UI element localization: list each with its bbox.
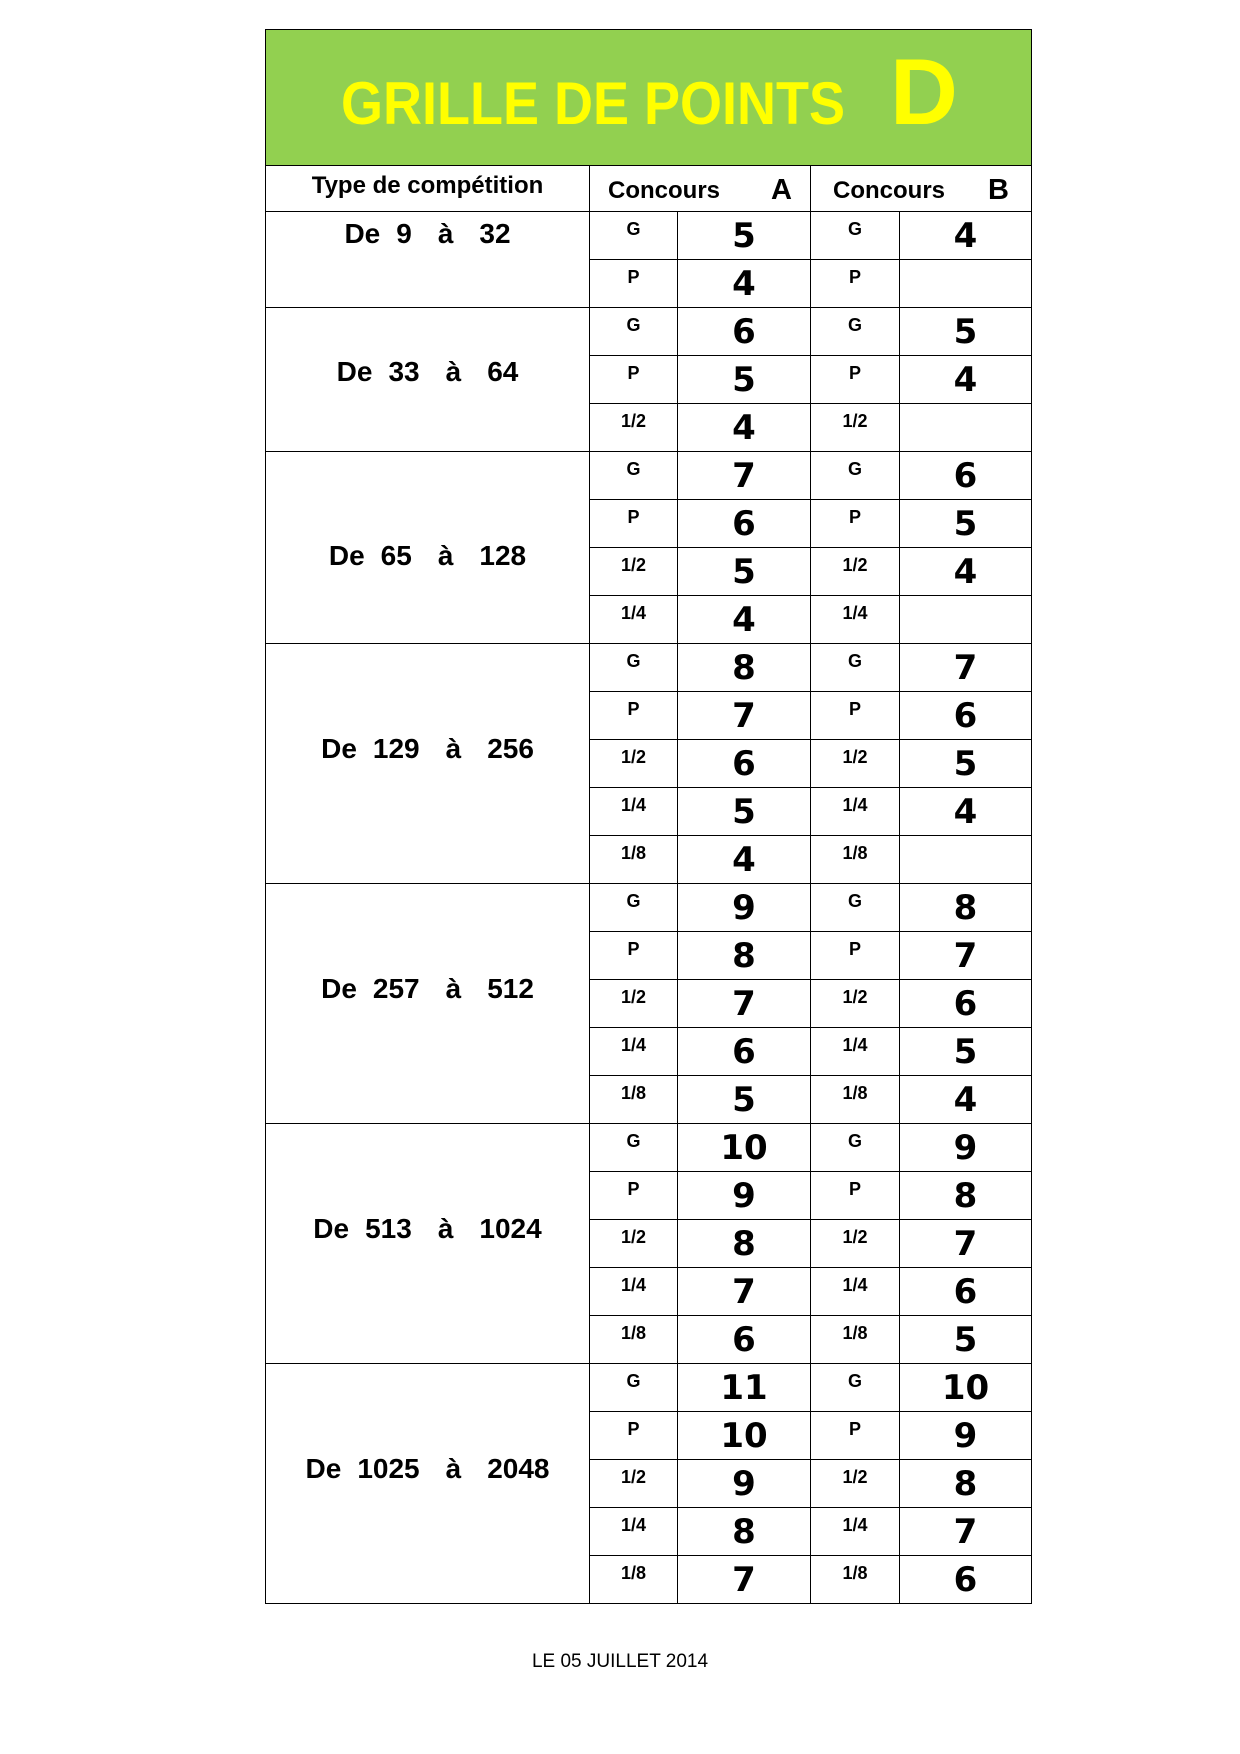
phase-label-b: P — [811, 1172, 900, 1220]
points-value-a: 8 — [678, 1508, 811, 1556]
points-value-a: 11 — [678, 1364, 811, 1412]
points-value-a: 8 — [678, 932, 811, 980]
phase-label-a: 1/2 — [590, 1220, 678, 1268]
phase-label-a: G — [590, 884, 678, 932]
phase-label-a: G — [590, 212, 678, 260]
phase-label-a: G — [590, 644, 678, 692]
points-value-a: 7 — [678, 452, 811, 500]
points-value-b: 7 — [900, 1508, 1032, 1556]
range-to: 32 — [479, 218, 511, 249]
phase-label-b: 1/2 — [811, 740, 900, 788]
date-footer: LE 05 JUILLET 2014 — [531, 1651, 709, 1672]
grid-letter: D — [890, 39, 958, 144]
points-value-b: 10 — [900, 1364, 1032, 1412]
phase-label-b: G — [811, 1124, 900, 1172]
range-to: 1024 — [479, 1212, 542, 1244]
range-from: 513 — [365, 1212, 412, 1244]
concours-b-label: Concours — [833, 176, 946, 204]
range-from: 9 — [396, 218, 412, 249]
points-value-b: 7 — [900, 644, 1032, 692]
phase-label-b: P — [811, 932, 900, 980]
range-to: 512 — [487, 972, 534, 1004]
phase-label-a: P — [590, 932, 678, 980]
phase-label-a: 1/4 — [590, 1028, 678, 1076]
phase-label-b: P — [811, 500, 900, 548]
range-separator: à — [437, 539, 454, 571]
range-cell — [266, 452, 590, 644]
phase-label-b: P — [811, 356, 900, 404]
title-banner — [266, 30, 1032, 166]
points-value-b: 5 — [900, 740, 1032, 788]
points-value-a: 7 — [678, 1556, 811, 1604]
points-value-b: 5 — [900, 308, 1032, 356]
points-value-a: 9 — [678, 1172, 811, 1220]
points-value-a: 8 — [678, 644, 811, 692]
phase-label-b: 1/4 — [811, 1028, 900, 1076]
phase-label-b: G — [811, 644, 900, 692]
phase-label-a: 1/4 — [590, 788, 678, 836]
points-value-a: 6 — [678, 500, 811, 548]
points-value-b — [900, 836, 1032, 884]
points-value-a: 6 — [678, 1316, 811, 1364]
range-prefix: De — [328, 539, 365, 571]
points-value-b: 9 — [900, 1124, 1032, 1172]
phase-label-a: P — [590, 260, 678, 308]
points-value-b: 9 — [900, 1412, 1032, 1460]
phase-label-a: 1/8 — [590, 1316, 678, 1364]
range-prefix: De — [305, 1452, 342, 1484]
range-cell — [266, 308, 590, 452]
range-cell — [266, 1124, 590, 1364]
column-header-type: Type de compétition — [266, 166, 590, 212]
phase-label-a: G — [590, 1124, 678, 1172]
points-value-b — [900, 404, 1032, 452]
phase-label-a: 1/8 — [590, 1556, 678, 1604]
concours-a-letter: A — [771, 174, 792, 206]
range-from: 129 — [372, 732, 420, 764]
points-value-a: 5 — [678, 1076, 811, 1124]
points-value-a: 5 — [678, 212, 811, 260]
points-value-b: 4 — [900, 1076, 1032, 1124]
phase-label-a: 1/2 — [590, 1460, 678, 1508]
phase-label-b: P — [811, 1412, 900, 1460]
phase-label-b: 1/8 — [811, 1556, 900, 1604]
points-value-b: 6 — [900, 452, 1032, 500]
points-value-a: 4 — [678, 404, 811, 452]
range-prefix: De — [321, 972, 357, 1004]
phase-label-b: 1/2 — [811, 1220, 900, 1268]
range-prefix: De — [336, 355, 373, 387]
phase-label-b: G — [811, 308, 900, 356]
range-label — [313, 1212, 542, 1244]
points-grid — [265, 29, 1032, 1604]
range-from: 1025 — [357, 1452, 420, 1484]
points-value-b: 4 — [900, 356, 1032, 404]
phase-label-b: 1/8 — [811, 1316, 900, 1364]
phase-label-a: P — [590, 1412, 678, 1460]
range-label — [336, 355, 519, 387]
phase-label-b: 1/8 — [811, 1076, 900, 1124]
range-separator: à — [445, 732, 462, 764]
phase-label-a: 1/4 — [590, 1268, 678, 1316]
range-separator: à — [445, 1452, 462, 1484]
phase-label-a: 1/4 — [590, 1508, 678, 1556]
phase-label-b: 1/2 — [811, 980, 900, 1028]
phase-label-a: 1/2 — [590, 980, 678, 1028]
phase-label-a: 1/8 — [590, 836, 678, 884]
points-value-b: 6 — [900, 1556, 1032, 1604]
points-value-a: 6 — [678, 308, 811, 356]
points-value-b: 7 — [900, 932, 1032, 980]
column-header-concours-b — [811, 166, 1032, 212]
points-value-a: 9 — [678, 884, 811, 932]
phase-label-b: 1/4 — [811, 788, 900, 836]
points-value-b: 8 — [900, 1460, 1032, 1508]
range-to: 256 — [487, 732, 534, 764]
range-prefix: De — [321, 732, 357, 764]
points-value-b: 5 — [900, 500, 1032, 548]
points-value-b: 5 — [900, 1028, 1032, 1076]
points-value-a: 7 — [678, 980, 811, 1028]
points-value-b: 6 — [900, 1268, 1032, 1316]
points-value-a: 8 — [678, 1220, 811, 1268]
points-value-a: 9 — [678, 1460, 811, 1508]
column-header-concours-a — [590, 166, 811, 212]
range-from: 65 — [380, 539, 412, 571]
phase-label-b: G — [811, 884, 900, 932]
phase-label-a: P — [590, 356, 678, 404]
range-label — [305, 1452, 550, 1484]
range-separator: à — [437, 1212, 454, 1244]
phase-label-b: P — [811, 260, 900, 308]
points-value-b: 6 — [900, 980, 1032, 1028]
phase-label-a: 1/2 — [590, 404, 678, 452]
phase-label-b: 1/4 — [811, 1508, 900, 1556]
phase-label-a: G — [590, 308, 678, 356]
points-value-a: 4 — [678, 836, 811, 884]
range-separator: à — [445, 355, 462, 387]
points-value-b: 6 — [900, 692, 1032, 740]
phase-label-b: 1/2 — [811, 548, 900, 596]
phase-label-a: P — [590, 1172, 678, 1220]
range-cell — [266, 212, 590, 308]
points-value-a: 7 — [678, 1268, 811, 1316]
phase-label-a: P — [590, 500, 678, 548]
range-label — [321, 732, 534, 764]
concours-b-letter: B — [988, 174, 1009, 206]
phase-label-b: 1/4 — [811, 596, 900, 644]
range-from: 257 — [372, 972, 420, 1004]
range-cell — [266, 1364, 590, 1604]
phase-label-a: P — [590, 692, 678, 740]
range-label — [344, 220, 510, 248]
points-value-a: 4 — [678, 596, 811, 644]
phase-label-b: P — [811, 692, 900, 740]
points-value-a: 6 — [678, 1028, 811, 1076]
points-value-b: 8 — [900, 884, 1032, 932]
points-value-b: 7 — [900, 1220, 1032, 1268]
range-separator: à — [437, 218, 454, 249]
range-cell — [266, 884, 590, 1124]
phase-label-a: G — [590, 452, 678, 500]
points-value-a: 5 — [678, 548, 811, 596]
points-value-b: 8 — [900, 1172, 1032, 1220]
phase-label-b: G — [811, 1364, 900, 1412]
phase-label-b: 1/2 — [811, 404, 900, 452]
range-from: 33 — [388, 355, 420, 387]
phase-label-b: 1/2 — [811, 1460, 900, 1508]
points-value-b: 5 — [900, 1316, 1032, 1364]
points-value-a: 7 — [678, 692, 811, 740]
points-value-a: 10 — [678, 1124, 811, 1172]
range-prefix: De — [344, 218, 381, 249]
range-label — [321, 972, 534, 1004]
concours-a-label: Concours — [608, 176, 721, 204]
phase-label-a: 1/4 — [590, 596, 678, 644]
points-value-b — [900, 260, 1032, 308]
points-value-a: 5 — [678, 356, 811, 404]
range-label — [328, 539, 527, 571]
points-value-b: 4 — [900, 212, 1032, 260]
range-to: 64 — [487, 355, 519, 387]
range-prefix: De — [313, 1212, 350, 1244]
points-value-a: 4 — [678, 260, 811, 308]
grid-title: GRILLE DE POINTS — [341, 70, 846, 137]
points-value-a: 10 — [678, 1412, 811, 1460]
phase-label-a: G — [590, 1364, 678, 1412]
phase-label-b: 1/4 — [811, 1268, 900, 1316]
points-value-a: 6 — [678, 740, 811, 788]
range-to: 2048 — [487, 1452, 550, 1484]
phase-label-a: 1/8 — [590, 1076, 678, 1124]
points-value-b: 4 — [900, 788, 1032, 836]
phase-label-b: G — [811, 212, 900, 260]
points-value-b: 4 — [900, 548, 1032, 596]
range-cell — [266, 644, 590, 884]
phase-label-a: 1/2 — [590, 548, 678, 596]
phase-label-b: 1/8 — [811, 836, 900, 884]
phase-label-a: 1/2 — [590, 740, 678, 788]
points-value-a: 5 — [678, 788, 811, 836]
range-separator: à — [445, 972, 462, 1004]
range-to: 128 — [479, 539, 527, 571]
points-value-b — [900, 596, 1032, 644]
phase-label-b: G — [811, 452, 900, 500]
